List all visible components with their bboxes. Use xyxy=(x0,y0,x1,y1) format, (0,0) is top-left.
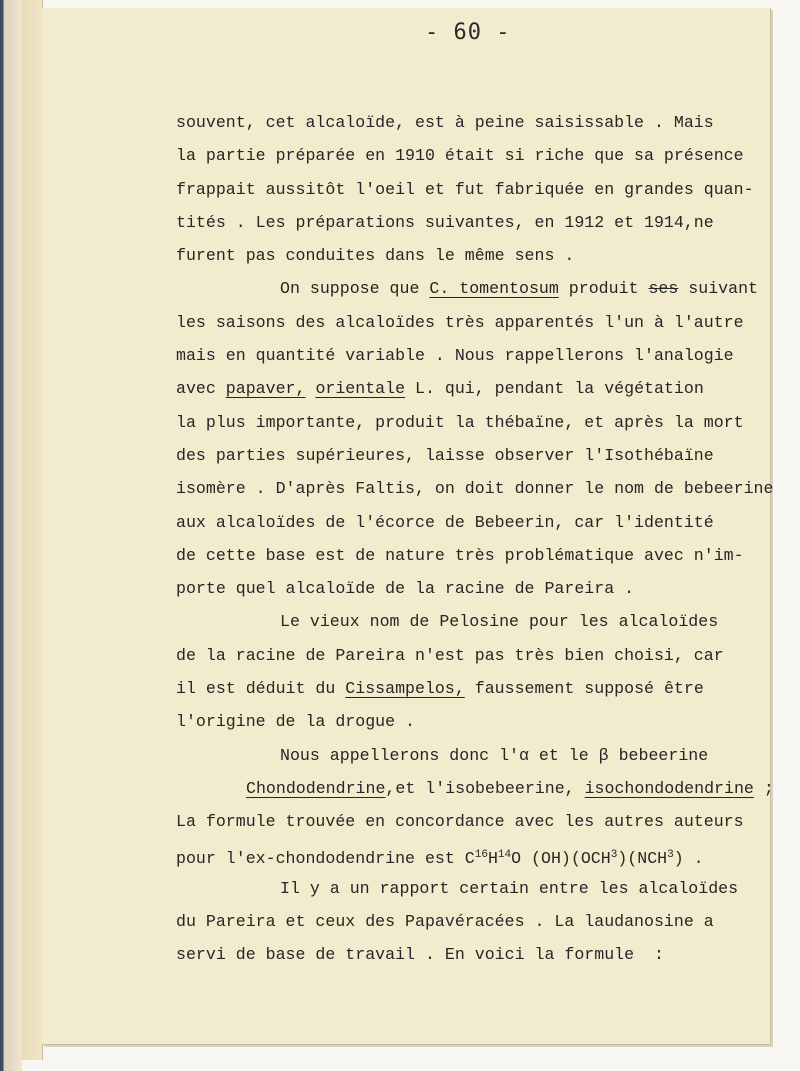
text-line: de la racine de Pareira n'est pas très bien choisi, car xyxy=(176,645,724,665)
page-number: - 60 - xyxy=(425,20,511,45)
text-line: isomère . D'après Faltis, on doit donner le nom de bebeerine xyxy=(176,479,774,499)
text-line: pour l'ex-chondodendrine est $C^{16}H^{14}O$ (OH)(OCH$^3$)(NCH$^3$) . xyxy=(176,848,704,868)
text-line: les saisons des alcaloïdes très apparentés l'un à l'autre xyxy=(176,312,744,332)
binding-edge xyxy=(0,0,22,1071)
text-line: des parties supérieures, laisse observer l'Isothébaïne xyxy=(176,445,714,465)
underlined-term: Chondodendrine xyxy=(246,778,386,798)
text-line: furent pas conduites dans le même sens . xyxy=(176,246,575,266)
text-line: On suppose que C. tomentosum produit ses suivant xyxy=(280,279,758,299)
text-line: porte quel alcaloïde de la racine de Pareira . xyxy=(176,579,635,599)
text-line: servi de base de travail . En voici la formule : xyxy=(176,945,664,965)
text-line: aux alcaloïdes de l'écorce de Bebeerin, car l'identité xyxy=(176,512,714,532)
text-line: tités . Les préparations suivantes, en 1912 et 1914,ne xyxy=(176,212,714,232)
text-line: de cette base est de nature très problématique avec n'im- xyxy=(176,545,744,565)
underlined-term: Cissampelos, xyxy=(345,679,465,699)
text-line: souvent, cet alcaloïde, est à peine saisissable . Mais xyxy=(176,113,714,132)
text-line: La formule trouvée en concordance avec les autres auteurs xyxy=(176,812,744,832)
text-line: Nous appellerons donc l'α et le β bebeerine xyxy=(280,745,709,765)
text-line: avec papaver, orientale L. qui, pendant la végétation xyxy=(176,379,704,399)
text-line: Le vieux nom de Pelosine pour les alcaloïdes xyxy=(280,612,719,632)
text-line: du Pareira et ceux des Papavéracées . La laudanosine a xyxy=(176,912,714,932)
text-line: mais en quantité variable . Nous rappellerons l'analogie xyxy=(176,346,734,366)
underlined-term: orientale xyxy=(315,379,406,399)
underlined-term: isochondodendrine xyxy=(584,778,754,798)
underlined-term: papaver, xyxy=(225,379,306,399)
struck-word: ses xyxy=(648,279,679,299)
text-line: Il y a un rapport certain entre les alcaloïdes xyxy=(280,878,739,898)
text-line: il est déduit du Cissampelos, faussement supposé être xyxy=(176,679,704,699)
text-line: la plus importante, produit la thébaïne, et après la mort xyxy=(176,412,744,432)
underlined-term: C. tomentosum xyxy=(429,279,559,299)
text-line: Chondodendrine,et l'isobebeerine, isochondodendrine ; xyxy=(246,778,774,798)
typed-text xyxy=(176,106,774,972)
text-line: frappait aussitôt l'oeil et fut fabriquée en grandes quan- xyxy=(176,179,754,199)
previous-page-edge xyxy=(22,0,43,1060)
text-line: l'origine de la drogue . xyxy=(176,712,415,732)
text-line: la partie préparée en 1910 était si riche que sa présence xyxy=(176,146,744,166)
